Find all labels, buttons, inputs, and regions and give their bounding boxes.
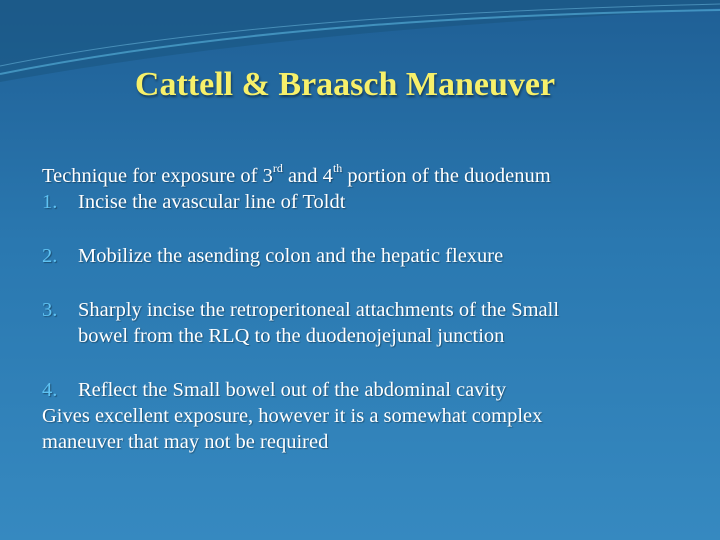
intro-sup-th: th [332,161,343,176]
slide-body [42,163,682,455]
intro-suffix: portion of the duodenum [342,165,551,187]
step-number: 2. [42,245,58,267]
slide-title: Cattell & Braasch Maneuver [134,66,556,103]
step-text: Sharply incise the retroperitoneal attachments of the Small [78,299,560,321]
intro-sup-rd: rd [272,161,283,176]
step-text: Incise the avascular line of Toldt [78,191,346,213]
conclusion-line-2: maneuver that may not be required [42,431,329,453]
step-number: 3. [42,299,58,321]
step-number: 4. [42,379,58,401]
intro-middle: and 4 [282,165,333,187]
step-text: Reflect the Small bowel out of the abdominal cavity [78,379,507,401]
intro-line [42,163,682,189]
step-text: Mobilize the asending colon and the hepatic flexure [78,245,504,267]
intro-prefix: Technique for exposure of 3 [42,165,273,187]
step-4 [42,377,682,403]
step-number: 1. [42,191,58,213]
step-text-continued: bowel from the RLQ to the duodenojejunal junction [78,325,505,347]
conclusion-line-1: Gives excellent exposure, however it is a somewhat complex [42,405,543,427]
step-2 [42,243,682,269]
step-3 [42,297,682,349]
step-1 [42,189,682,215]
